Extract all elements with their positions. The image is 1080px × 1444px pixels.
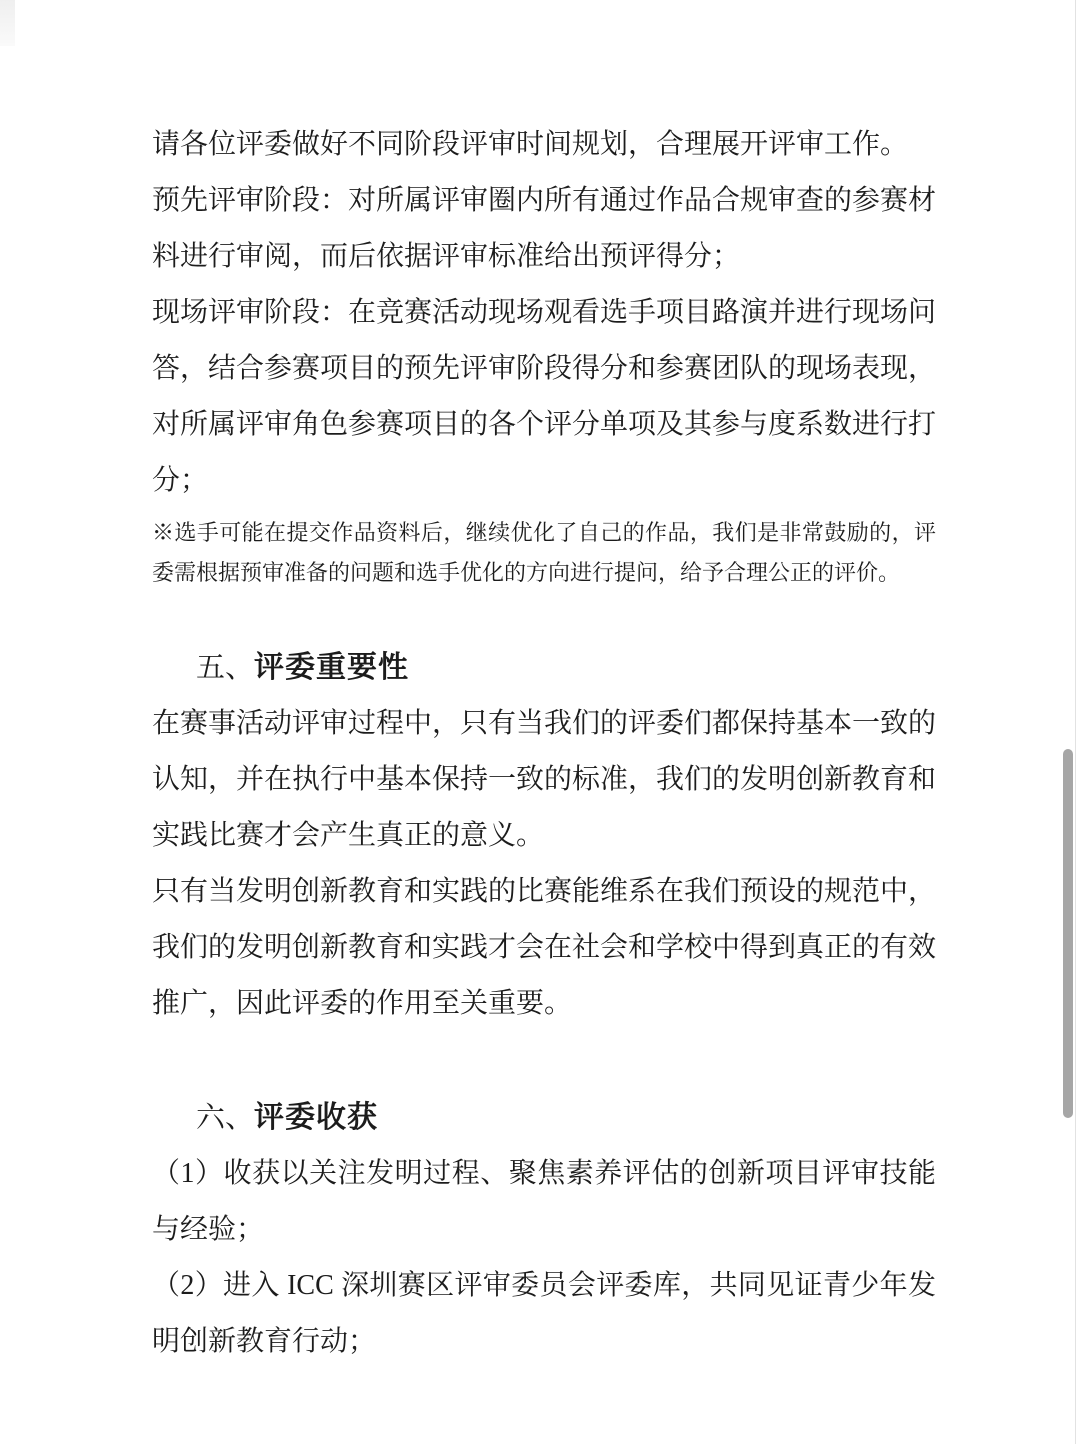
section-heading-judge-importance: [152, 640, 936, 696]
paragraph-importance-2: 只有当发明创新教育和实践的比赛能维系在我们预设的规范中，我们的发明创新教育和实践才会在社会和学校中得到真正的有效推广，因此评委的作用至关重要。: [152, 876, 937, 1019]
paragraph-onsite-review-stage: 现场评审阶段：在竞赛活动现场观看选手项目路演并进行现场问答，结合参赛项目的预先评审阶段得分和参赛团队的现场表现，对所属评审角色参赛项目的各个评分单项及其参与度系数进行打分；: [152, 297, 937, 496]
section-heading-judge-gains: [152, 1090, 936, 1146]
section-title: 评委收获: [254, 1101, 379, 1134]
section-numeral: 六、: [196, 1102, 255, 1134]
scroll-gutter-divider: [1075, 0, 1076, 1444]
paragraph-gain-item-1: （1）收获以关注发明过程、聚焦素养评估的创新项目评审技能与经验；: [152, 1158, 936, 1245]
paragraph-pre-review-stage: 预先评审阶段：对所属评审圈内所有通过作品合规审查的参赛材料进行审阅，而后依据评审标准给出预评得分；: [152, 185, 937, 272]
section-numeral: 五、: [196, 652, 255, 684]
paragraph-note-remark: ※选手可能在提交作品资料后，继续优化了自己的作品，我们是非常鼓励的，评委需根据预审准备的问题和选手优化的方向进行提问，给予合理公正的评价。: [152, 520, 936, 585]
scrollbar-thumb[interactable]: [1063, 749, 1073, 1118]
paragraph-importance-1: 在赛事活动评审过程中，只有当我们的评委们都保持基本一致的认知，并在执行中基本保持一致的标准，我们的发明创新教育和实践比赛才会产生真正的意义。: [152, 708, 937, 851]
page-corner-artifact: [0, 0, 15, 46]
scrollbar-track[interactable]: [1059, 0, 1075, 1444]
document-content: [152, 117, 936, 1370]
paragraph-intro: 请各位评委做好不同阶段评审时间规划，合理展开评审工作。: [152, 129, 909, 160]
section-title: 评委重要性: [254, 651, 410, 684]
paragraph-gain-item-2: （2）进入 ICC 深圳赛区评审委员会评委库，共同见证青少年发明创新教育行动；: [152, 1270, 936, 1357]
